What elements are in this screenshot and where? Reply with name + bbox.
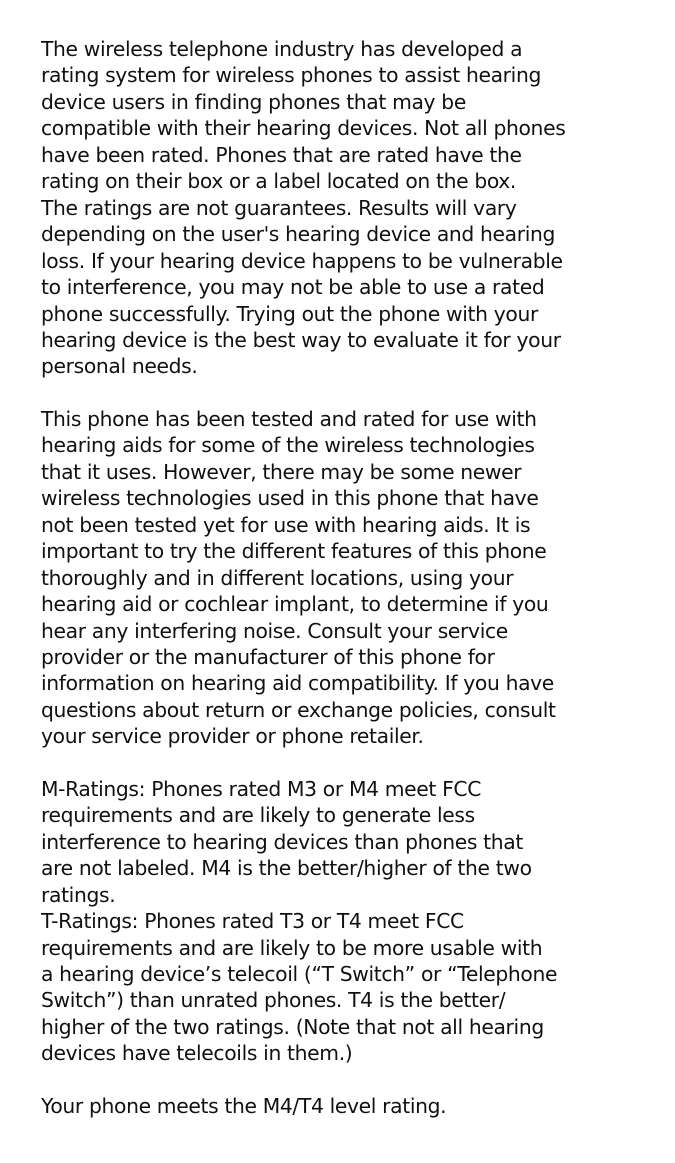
text-line: not been tested yet for use with hearing aids. It is [41,512,531,537]
text-line: requirements and are likely to be more usable with [41,935,543,960]
text-line: hearing device is the best way to evaluate it for your [41,327,561,352]
text-line: have been rated. Phones that are rated have the [41,142,522,167]
paragraph-rating-system [41,36,641,380]
paragraph-m-and-t-ratings [41,776,641,1067]
text-line: a hearing device’s telecoil (“T Switch” or “Telephone [41,961,558,986]
text-line: hearing aids for some of the wireless technologies [41,433,535,458]
text-line: interference to hearing devices than phones that [41,829,523,854]
text-line: The wireless telephone industry has developed a [41,37,523,61]
text-line: important to try the different features of this phone [41,539,547,564]
text-line: M-Ratings: Phones rated M3 or M4 meet FCC [41,776,482,801]
paragraph-your-phone-rating [41,1093,641,1119]
paragraph-tested-and-rated [41,406,641,750]
text-line: The ratings are not guarantees. Results will vary [41,195,517,220]
text-line: depending on the user's hearing device and hearing [41,222,556,247]
text-line: compatible with their hearing devices. Not all phones [41,116,566,141]
text-line: personal needs. [41,354,198,379]
text-line: provider or the manufacturer of this phone for [41,644,495,669]
text-line: that it uses. However, there may be some newer [41,459,522,484]
text-line: device users in finding phones that may be [41,89,466,114]
paragraph-spacer [41,380,641,406]
text-line: questions about return or exchange policies, consult [41,697,556,722]
text-line: your service provider or phone retailer. [41,724,424,749]
text-line: to interference, you may not be able to use a rated [41,275,545,300]
text-line: information on hearing aid compatibility. If you have [41,671,554,696]
text-line: devices have telecoils in them.) [41,1041,353,1066]
text-line: hear any interfering noise. Consult your service [41,618,508,643]
text-line: loss. If your hearing device happens to be vulnerable [41,248,563,273]
text-line: wireless technologies used in this phone that have [41,486,539,511]
text-line: Your phone meets the M4/T4 level rating. [41,1093,447,1118]
text-line: requirements and are likely to generate less [41,803,475,828]
text-line: are not labeled. M4 is the better/higher of the two [41,856,532,881]
text-line: This phone has been tested and rated for use with [41,406,537,431]
text-line: higher of the two ratings. (Note that not all hearing [41,1014,544,1039]
text-line: rating on their box or a label located on the box. [41,169,517,194]
text-line: thoroughly and in different locations, using your [41,565,514,590]
paragraph-spacer [41,1067,641,1093]
paragraph-spacer [41,750,641,776]
hearing-aid-compatibility-text [41,36,641,1119]
text-line: phone successfully. Trying out the phone with your [41,301,538,326]
text-line: ratings. [41,882,116,907]
text-line: Switch”) than unrated phones. T4 is the better/ [41,988,506,1013]
text-line: hearing aid or cochlear implant, to determine if you [41,592,549,617]
text-line: rating system for wireless phones to assist hearing [41,63,541,88]
text-line: T-Ratings: Phones rated T3 or T4 meet FCC [41,909,464,934]
